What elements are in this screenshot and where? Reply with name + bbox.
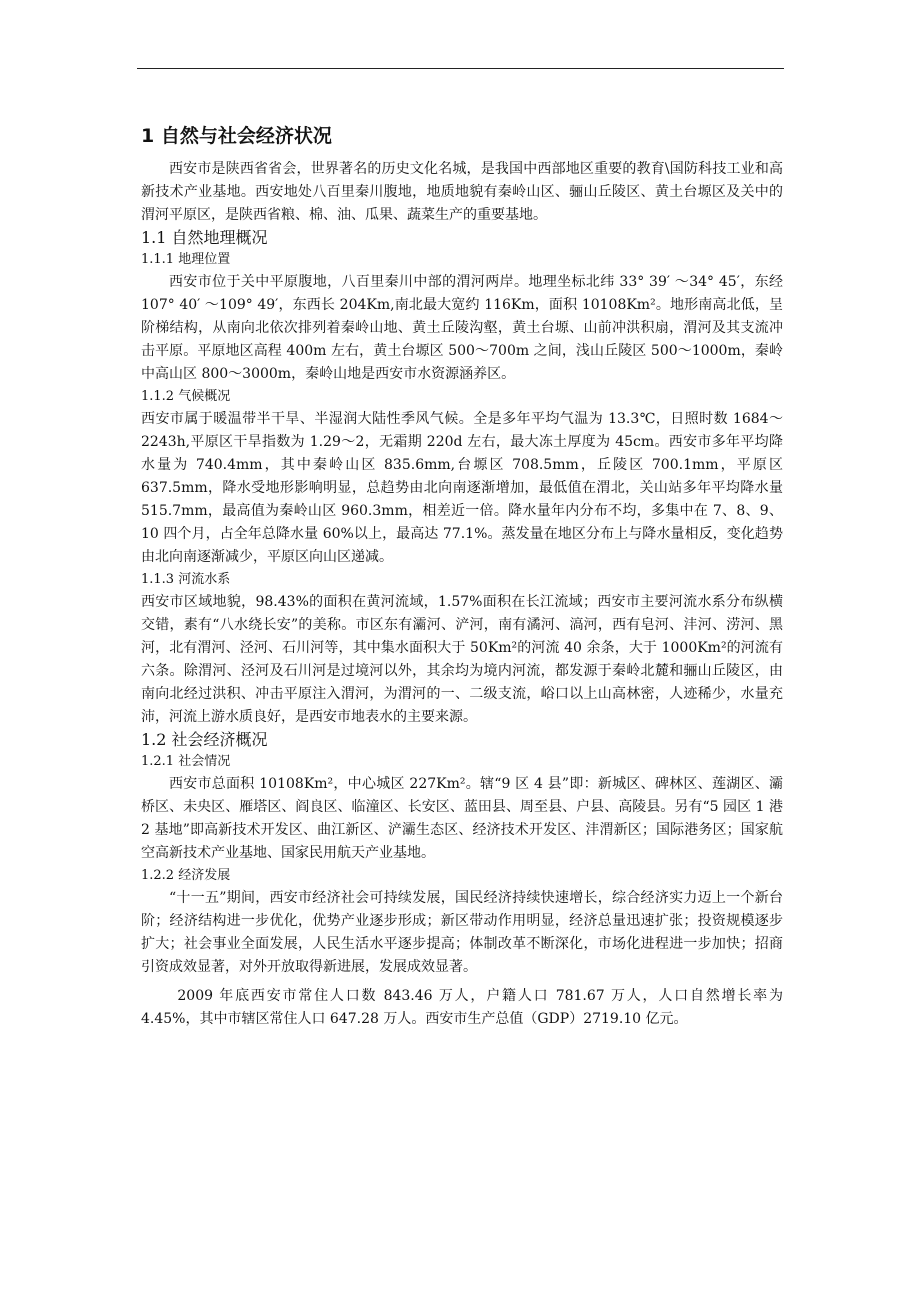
section-1-2-2-title: 1.2.2 经济发展 [141, 868, 231, 883]
economy-paragraph-1: “十一五”期间，西安市经济社会可持续发展，国民经济持续快速增长，综合经济实力迈上一个新台阶；经济结构进一步优化，优势产业逐步形成；新区带动作用明显，经济总量迅速扩张；投资规模逐步扩大；社会事业全面发展，人民生活水平逐步提高；体制改革不断深化，市场化进程进一步加快；招商引资成效显著，对外开放取得新进展，发展成效显著。 [141, 890, 783, 975]
section-1-1-3-title: 1.1.3 河流水系 [141, 572, 231, 587]
location-paragraph: 西安市位于关中平原腹地，八百里秦川中部的渭河两岸。地理坐标北纬 33° 39′ ～34° 45′，东经 107° 40′ ～109° 49′，东西长 204Km,南北最大宽约 116Km，面积 10108Km²。地形南高北低，呈阶梯结构，从南向北依次排列着秦岭山地、黄土丘陵沟壑，黄土台塬、山前冲洪积扇，渭河及其支流冲击平原。平原地区高程 400m 左右，黄土台塬区 500～700m 之间，浅山丘陵区 500～1000m，秦岭中高山区 800～3000m，秦岭山地是西安市水资源涵养区。 [141, 274, 783, 382]
document-body [141, 122, 783, 1031]
section-1-intro: 西安市是陕西省省会，世界著名的历史文化名城，是我国中西部地区重要的教育\国防科技工业和高新技术产业基地。西安地处八百里秦川腹地，地质地貌有秦岭山区、骊山丘陵区、黄土台塬区及关中的渭河平原区，是陕西省粮、棉、油、瓜果、蔬菜生产的重要基地。 [141, 161, 783, 223]
section-1-2-1-title: 1.2.1 社会情况 [141, 754, 231, 769]
economy-paragraph-2: 2009 年底西安市常住人口数 843.46 万人，户籍人口 781.67 万人，人口自然增长率为 4.45%，其中市辖区常住人口 647.28 万人。西安市生产总值（GDP）2719.10 亿元。 [141, 988, 783, 1027]
section-1-title: 1 自然与社会经济状况 [141, 125, 332, 147]
section-1-1-1-title: 1.1.1 地理位置 [141, 252, 231, 267]
social-paragraph: 西安市总面积 10108Km²，中心城区 227Km²。辖“9 区 4 县”即：新城区、碑林区、莲湖区、灞桥区、未央区、雁塔区、阎良区、临潼区、长安区、蓝田县、周至县、户县、高陵县。另有“5 园区 1 港 2 基地”即高新技术开发区、曲江新区、浐灞生态区、经济技术开发区、沣渭新区；国际港务区；国家航空高新技术产业基地、国家民用航天产业基地。 [141, 776, 783, 861]
section-1-1-2-title: 1.1.2 气候概况 [141, 389, 231, 404]
rivers-paragraph: 西安市区域地貌，98.43%的面积在黄河流域，1.57%面积在长江流域；西安市主要河流水系分布纵横交错，素有“八水绕长安”的美称。市区东有灞河、浐河，南有潏河、滈河，西有皂河、沣河、涝河、黑河，北有渭河、泾河、石川河等，其中集水面积大于 50Km²的河流 40 余条，大于 1000Km²的河流有六条。除渭河、泾河及石川河是过境河以外，其余均为境内河流，都发源于秦岭北麓和骊山丘陵区，由南向北经过洪积、冲击平原注入渭河，为渭河的一、二级支流，峪口以上山高林密，人迹稀少，水量充沛，河流上游水质良好，是西安市地表水的主要来源。 [141, 594, 783, 725]
section-1-1-title: 1.1 自然地理概况 [141, 228, 268, 247]
header-rule [137, 68, 784, 69]
climate-paragraph: 西安市属于暖温带半干旱、半湿润大陆性季风气候。全是多年平均气温为 13.3℃，日照时数 1684～2243h,平原区干旱指数为 1.29～2，无霜期 220d 左右，最大冻土厚度为 45cm。西安市多年平均降水量为 740.4mm，其中秦岭山区 835.6mm,台塬区 708.5mm，丘陵区 700.1mm，平原区 637.5mm，降水受地形影响明显，总趋势由北向南逐渐增加，最低值在渭北，关山站多年平均降水量 515.7mm，最高值为秦岭山区 960.3mm，相差近一倍。降水量年内分布不均，多集中在 7、8、9、10 四个月，占全年总降水量 60%以上，最高达 77.1%。蒸发量在地区分布上与降水量相反，变化趋势由北向南逐渐减少，平原区向山区递减。 [141, 411, 783, 565]
section-1-2-title: 1.2 社会经济概况 [141, 730, 268, 749]
